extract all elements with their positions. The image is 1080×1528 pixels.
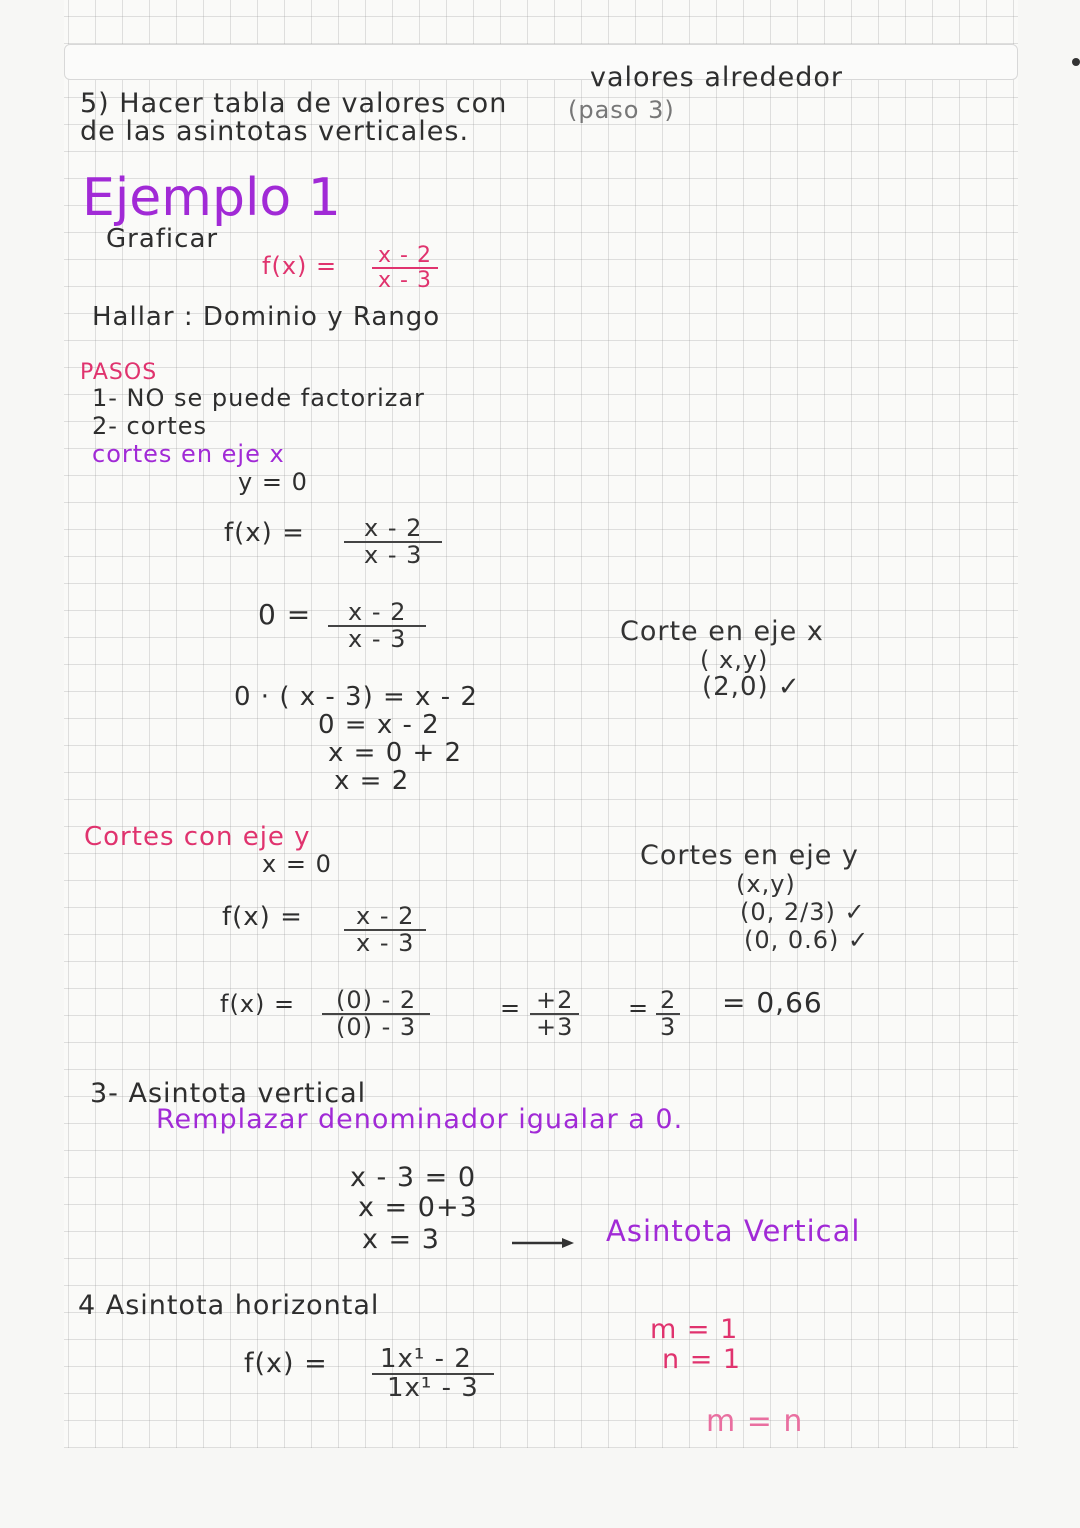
ejemplo-f-label: f(x) = bbox=[262, 252, 338, 280]
page-left-margin bbox=[0, 0, 64, 1528]
ah-fraction bbox=[372, 1346, 494, 1403]
corte-eje-x-xy: ( x,y) bbox=[700, 646, 769, 674]
ah-f-label: f(x) = bbox=[244, 1348, 328, 1379]
cx-step-1: 0 · ( x - 3) = x - 2 bbox=[234, 682, 478, 712]
page-right-margin bbox=[1018, 0, 1080, 1528]
cx-f2-label: 0 = bbox=[258, 598, 312, 631]
cy-fraction-2 bbox=[322, 988, 430, 1040]
cy-f1-den: x - 3 bbox=[356, 929, 415, 958]
cy-eq-2: = bbox=[628, 994, 650, 1022]
cx-f2-den: x - 3 bbox=[348, 625, 407, 654]
header-line-1b: valores alrededor bbox=[590, 62, 843, 93]
cx-step-2: 0 = x - 2 bbox=[318, 710, 440, 740]
cy-eq-3: = 0,66 bbox=[722, 986, 823, 1019]
m-value: m = 1 bbox=[650, 1314, 739, 1345]
n-value: n = 1 bbox=[662, 1344, 742, 1375]
asintota-vertical-title: 3- Asintota vertical bbox=[90, 1078, 367, 1109]
cortes-y-title: Cortes con eje y bbox=[84, 822, 311, 852]
cx-fraction-1 bbox=[344, 516, 442, 568]
av-step-2: x = 0+3 bbox=[358, 1192, 478, 1223]
cx-f1-num: x - 2 bbox=[344, 516, 442, 543]
cy-f1-label: f(x) = bbox=[222, 902, 303, 932]
ejemplo-f-den: x - 3 bbox=[378, 268, 432, 294]
asintota-vertical-result: Asintota Vertical bbox=[606, 1214, 861, 1248]
hallar-line: Hallar : Dominio y Rango bbox=[92, 302, 441, 332]
m-equals-n: m = n bbox=[706, 1404, 804, 1439]
arrow-right-icon bbox=[512, 1237, 574, 1249]
paso-1: 1- NO se puede factorizar bbox=[92, 384, 425, 412]
cortes-x-title: cortes en eje x bbox=[92, 440, 285, 468]
cortes-eje-y-title: Cortes en eje y bbox=[640, 840, 859, 871]
cy-f1-num: x - 2 bbox=[344, 904, 426, 931]
x-equals-zero: x = 0 bbox=[262, 850, 332, 878]
asintota-horizontal-title: 4 Asintota horizontal bbox=[78, 1290, 380, 1321]
y-equals-zero: y = 0 bbox=[238, 468, 308, 496]
corner-dot bbox=[1072, 58, 1080, 66]
cy-r1-num: +2 bbox=[530, 988, 579, 1015]
header-line-1a: 5) Hacer tabla de valores con bbox=[80, 88, 508, 119]
page-bottom-margin bbox=[0, 1448, 1080, 1528]
cy-f2-den: (0) - 3 bbox=[336, 1013, 417, 1042]
ah-f-num: 1x¹ - 2 bbox=[372, 1346, 494, 1375]
ejemplo-f-num: x - 2 bbox=[372, 244, 438, 269]
cy-fraction-3 bbox=[530, 988, 579, 1040]
cy-eq-1: = bbox=[500, 994, 522, 1022]
cortes-eje-y-xy: (x,y) bbox=[736, 870, 796, 898]
header-line-2a: de las asintotas verticales. bbox=[80, 116, 470, 147]
cx-f2-num: x - 2 bbox=[328, 600, 426, 627]
av-step-1: x - 3 = 0 bbox=[350, 1162, 477, 1193]
cy-f2-label: f(x) = bbox=[220, 990, 296, 1018]
corte-eje-x-title: Corte en eje x bbox=[620, 616, 824, 647]
ah-f-den: 1x¹ - 3 bbox=[387, 1373, 479, 1404]
paso-2: 2- cortes bbox=[92, 412, 207, 440]
top-strip bbox=[64, 44, 1018, 80]
corte-eje-x-point: (2,0) ✓ bbox=[702, 672, 801, 702]
ejemplo-fraction bbox=[372, 244, 438, 292]
cy-fraction-4 bbox=[656, 988, 680, 1040]
cortes-eje-y-p1: (0, 2/3) ✓ bbox=[740, 898, 866, 926]
asintota-vertical-instr: Remplazar denominador igualar a 0. bbox=[156, 1104, 684, 1135]
pasos-title: PASOS bbox=[80, 360, 158, 385]
cx-step-4: x = 2 bbox=[334, 766, 410, 796]
cx-fraction-2 bbox=[328, 600, 426, 652]
cx-step-3: x = 0 + 2 bbox=[328, 738, 463, 768]
graficar-label: Graficar bbox=[106, 224, 219, 254]
header-line-2b: (paso 3) bbox=[568, 96, 675, 124]
cx-f1-label: f(x) = bbox=[224, 518, 305, 548]
cy-f2-num: (0) - 2 bbox=[322, 988, 430, 1015]
cy-r1-den: +3 bbox=[536, 1013, 574, 1042]
av-step-3: x = 3 bbox=[362, 1224, 440, 1255]
cy-r2-den: 3 bbox=[660, 1013, 677, 1042]
cy-r2-num: 2 bbox=[656, 988, 680, 1015]
cortes-eje-y-p2: (0, 0.6) ✓ bbox=[744, 926, 870, 954]
ejemplo-title: Ejemplo 1 bbox=[82, 168, 341, 228]
cy-fraction-1 bbox=[344, 904, 426, 956]
cx-f1-den: x - 3 bbox=[364, 541, 423, 570]
